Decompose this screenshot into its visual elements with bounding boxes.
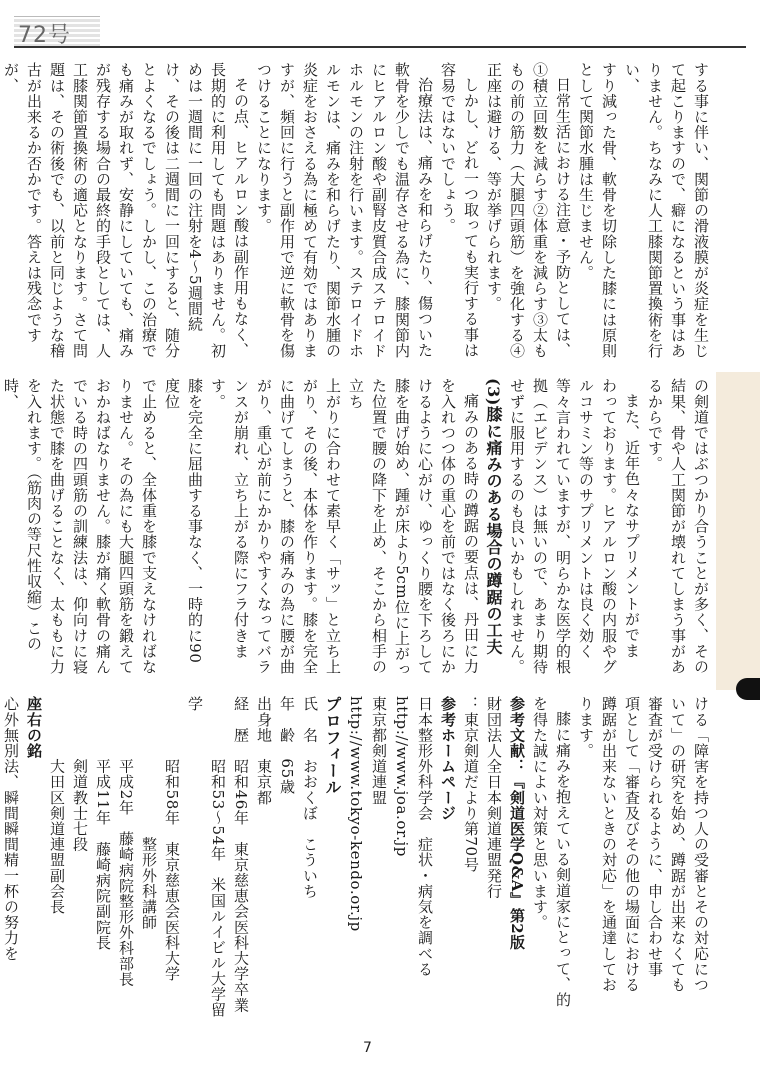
text-line: るからです。: [646, 378, 664, 472]
profile-row: [298, 696, 321, 1026]
text-line: 膝に痛みを抱えている剣道家にとって、的: [554, 711, 572, 1008]
profile-row: [229, 696, 252, 1026]
profile-label: 氏 名: [301, 696, 319, 743]
text-line: つけることになります。: [255, 62, 273, 234]
text-line: 題は、その術後でも、以前と同じような稽: [48, 62, 66, 359]
article-bottom-block: [2, 696, 712, 1026]
text-line: が残存する場合の最終的手段としては、人: [94, 62, 112, 359]
profile-row: [275, 696, 298, 1026]
text-line: おかねばなりません。膝が痛く軟骨の痛ん: [94, 378, 112, 675]
text-line: ①積立回数を減らす②体重を減らす③太も: [531, 62, 549, 359]
text-line: た位置で腰の降下を止め、そこから相手の立ち: [347, 378, 388, 675]
profile-row: [68, 696, 91, 1026]
article-top-block: [2, 62, 712, 362]
text-line: りません。その為にも大腿四頭筋を鍛えて: [117, 378, 135, 675]
text-line: すり減った骨、軟骨を切除した膝には原則: [600, 62, 618, 359]
text-line: ける「障害を持つ人の受審とその対応につ: [692, 696, 710, 993]
text-line: すが、頻回に行うと副作用で逆に軟骨を傷: [278, 62, 296, 359]
text-line: も痛みが取れず、安静にしていても、痛み: [117, 62, 135, 359]
text-line: に曲げてしまうと、膝の痛みの為に腰が曲: [278, 378, 296, 675]
text-line: 日常生活における注意・予防としては、: [554, 77, 572, 358]
homepage-title: 参考ホームページ: [439, 696, 457, 821]
text-line: 治療法は、痛みを和らげたり、傷ついた: [416, 77, 434, 358]
section-heading: (3)膝に痛みのある場合の蹲踞の工夫: [484, 378, 503, 656]
text-line: ンスが崩れ、立ち上がる際にフラ付きます。: [209, 378, 250, 659]
profile-row: [45, 696, 68, 1026]
text-line: 正座は避ける、等が挙げられます。: [485, 62, 503, 312]
text-line: 蹲踞が出来ないときの対応」を通達してお: [600, 696, 618, 993]
side-color-strip: [716, 372, 760, 690]
text-line: 長期的に利用しても問題はありません。初: [209, 62, 227, 359]
profile-row: [183, 696, 229, 1026]
profile-value: 大田区剣道連盟副会長: [48, 758, 66, 915]
text-line: 容易ではないでしょう。: [439, 62, 457, 234]
profile-label: 年 齢: [278, 696, 296, 743]
text-line: 審査が受けられるように、申し合わせ事: [646, 696, 664, 977]
text-line: で止めると、全体重を膝で支えなければな: [140, 378, 158, 675]
text-line: 軟骨を少しでも温存させる為に、膝関節内: [393, 62, 411, 359]
text-line: 項として「審査及びその他の場面における: [623, 696, 641, 993]
text-line: いて」の研究を始め、蹲踞が出来なくても: [669, 696, 687, 993]
reference-line: ：東京剣道だより第70号: [462, 696, 480, 873]
text-line: がり、その後、本体を作ります。膝を完全: [301, 378, 319, 675]
homepage-line: 日本整形外科学会 症状・病気を調べる: [416, 696, 434, 977]
text-line: として関節水腫は生じません。: [577, 62, 595, 281]
text-line: せずに服用するのも良いかもしれません。: [508, 378, 526, 675]
text-line: 膝を完全に屈曲する事なく、一時的に90度位: [163, 378, 204, 664]
text-line: て起こりますので、癖になるという事はあ: [669, 62, 687, 359]
profile-value: 昭和58年 東京慈恵会医科大学: [163, 758, 181, 982]
homepage-link[interactable]: http://www.joa.or.jp: [393, 696, 411, 857]
reference-title: 参考文献：『剣道医学Q&A』第2版: [508, 696, 526, 950]
profile-label: 経 歴: [232, 696, 250, 743]
article-middle-block: [2, 378, 712, 678]
text-line: 膝を曲げ始め、踵が床より5cm位に上がっ: [393, 378, 411, 678]
profile-label: 出身地: [255, 696, 273, 743]
text-line: け、その後は二週間に一回にすると、随分: [163, 62, 181, 359]
text-line: がり、重心が前にかかりやすくなってバラ: [255, 378, 273, 675]
profile-row: [160, 696, 183, 1026]
homepage-line: 東京都剣道連盟: [370, 696, 388, 806]
text-line: 結果、骨や人工関節が壊れてしまう事があ: [669, 378, 687, 675]
text-line: ります。: [577, 696, 595, 759]
profile-value: 65歳: [278, 758, 296, 795]
profile-value: 昭和46年 東京慈恵会医科大学卒業: [232, 758, 250, 1013]
text-line: の剣道ではぶつかり合うことが多く、その: [692, 378, 710, 675]
page-number: 7: [363, 1040, 372, 1056]
profile-value: 平成11年 藤崎病院副院長: [94, 758, 112, 951]
text-line: する事に伴い、関節の滑液膜が炎症を生じ: [692, 62, 710, 359]
issue-number: 72号: [18, 23, 71, 48]
profile-row: [252, 696, 275, 1026]
text-line: にヒアルロン酸や副腎皮質合成ステロイド: [370, 62, 388, 359]
text-line: りません。ちなみに人工膝関節置換術を行い、: [623, 62, 664, 359]
motto-label: 座右の銘: [25, 696, 43, 759]
text-line: た状態で膝を曲げることなく、太ももに力: [48, 378, 66, 675]
text-line: を入れます。（筋肉の等尺性収縮）この時、: [2, 378, 43, 652]
profile-value: 整形外科講師: [140, 758, 158, 931]
text-line: しかし、どれ一つ取っても実行する事は: [462, 77, 480, 358]
text-line: ルモンは、痛みを和らげたり、関節水腫の: [324, 62, 342, 359]
profile-value: 東京都: [255, 758, 273, 806]
text-line: ホルモンの注射を行います。ステロイドホ: [347, 62, 365, 359]
text-line: 古が出来るか否かです。答えは残念ですが、: [2, 62, 43, 343]
profile-title: プロフィール: [323, 696, 342, 796]
profile-value: 剣道教士七段: [71, 758, 89, 853]
text-line: ルコサミン等のサプリメントは良く効く: [577, 378, 595, 659]
profile-row: [114, 696, 137, 1026]
motto-text: 心外無別法、瞬間瞬間精一杯の努力を: [2, 696, 20, 962]
side-tab-marker: [736, 678, 760, 700]
text-line: 上がりに合わせて素早く「サッ」と立ち上: [324, 378, 342, 675]
text-line: とよくなるでしょう。しかし、この治療で: [140, 62, 158, 359]
text-line: 痛みのある時の蹲踞の要点は、丹田に力: [462, 393, 480, 674]
text-line: を得た誠によい対策と思います。: [531, 696, 549, 930]
profile-value: 平成2年 藤崎病院整形外科部長: [117, 758, 135, 987]
reference-line: 財団法人全日本剣道連盟発行: [485, 696, 503, 899]
text-line: を入れつつ体の重心を前ではなく後ろにか: [439, 378, 457, 675]
text-line: 拠（エビデンス）は無いので、あまり期待: [531, 378, 549, 675]
profile-value: 昭和53〜54年 米国ルイビル大学留学: [186, 696, 227, 1018]
text-line: めは一週間に一回の注射を4〜5週間続: [186, 62, 204, 332]
text-line: 炎症をおさえる為に極めて有効ではありま: [301, 62, 319, 359]
header-rule: [14, 46, 746, 48]
profile-row: [91, 696, 114, 1026]
text-line: その点、ヒアルロン酸は副作用もなく、: [232, 77, 250, 358]
text-line: 工膝関節置換術の適応となります。さて問: [71, 62, 89, 359]
profile-value: おおくぼ こういち: [301, 758, 319, 899]
text-line: わっております。ヒアルロン酸の内服やグ: [600, 378, 618, 675]
homepage-link[interactable]: http://www.tokyo-kendo.or.jp: [347, 696, 365, 932]
profile-row: [137, 696, 160, 1026]
text-line: また、近年色々なサプリメントがでま: [623, 393, 641, 659]
text-line: 等々言われていますが、明らかな医学的根: [554, 378, 572, 675]
text-line: でいる時の四頭筋の訓練法は、仰向けに寝: [71, 378, 89, 675]
text-line: もの前の筋力（大腿四頭筋）を強化する④: [508, 62, 526, 359]
text-line: けるように心がけ、ゆっくり腰を下ろして: [416, 378, 434, 675]
